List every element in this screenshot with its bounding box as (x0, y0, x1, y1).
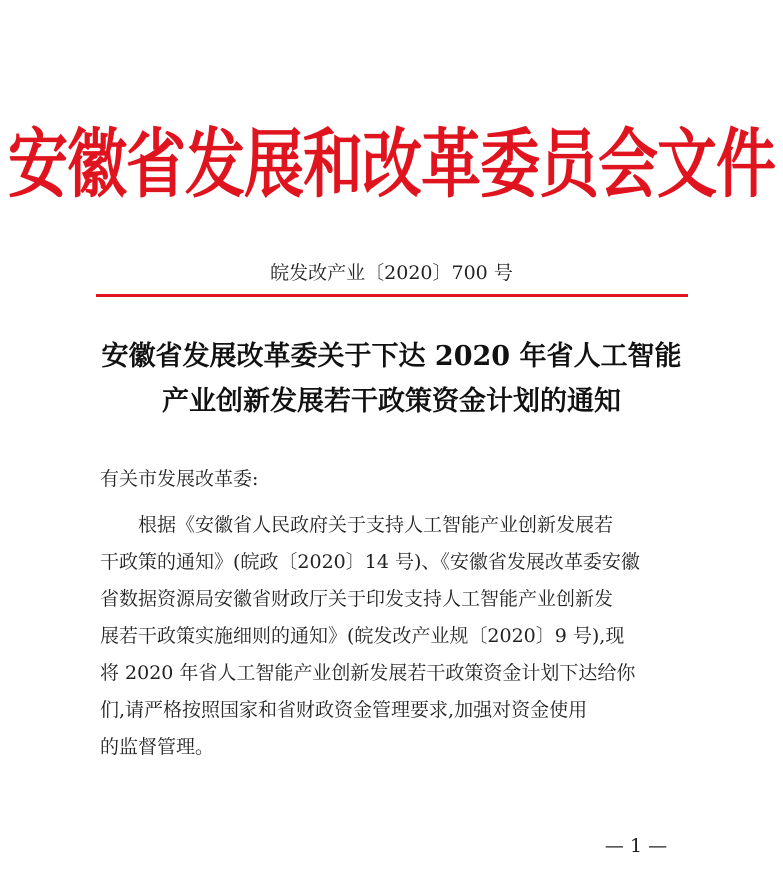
body-line: 展若干政策实施细则的通知》(皖发改产业规〔2020〕9 号),现 (100, 625, 625, 647)
document-title (60, 334, 723, 424)
red-divider-line (96, 294, 688, 297)
body-line: 将 2020 年省人工智能产业创新发展若干政策资金计划下达给你 (100, 662, 636, 684)
body-line: 省数据资源局安徽省财政厅关于印发支持人工智能产业创新发 (100, 588, 614, 610)
body-line: 根据《安徽省人民政府关于支持人工智能产业创新发展若 (138, 514, 614, 536)
body-line: 们,请严格按照国家和省财政资金管理要求,加强对资金使用 (100, 699, 588, 721)
document-masthead: 安徽省发展和改革委员会文件 (8, 121, 775, 209)
body-paragraph (100, 507, 692, 766)
title-line-1: 安徽省发展改革委关于下达 2020 年省人工智能 (101, 341, 682, 372)
document-number: 皖发改产业〔2020〕700 号 (270, 262, 513, 284)
addressee: 有关市发展改革委: (100, 468, 259, 490)
page-number: — 1 — (604, 835, 668, 857)
title-line-2: 产业创新发展若干政策资金计划的通知 (162, 386, 621, 417)
body-line: 干政策的通知》(皖政〔2020〕14 号)、《安徽省发展改革委安徽 (100, 551, 640, 573)
body-line: 的监督管理。 (100, 736, 215, 758)
